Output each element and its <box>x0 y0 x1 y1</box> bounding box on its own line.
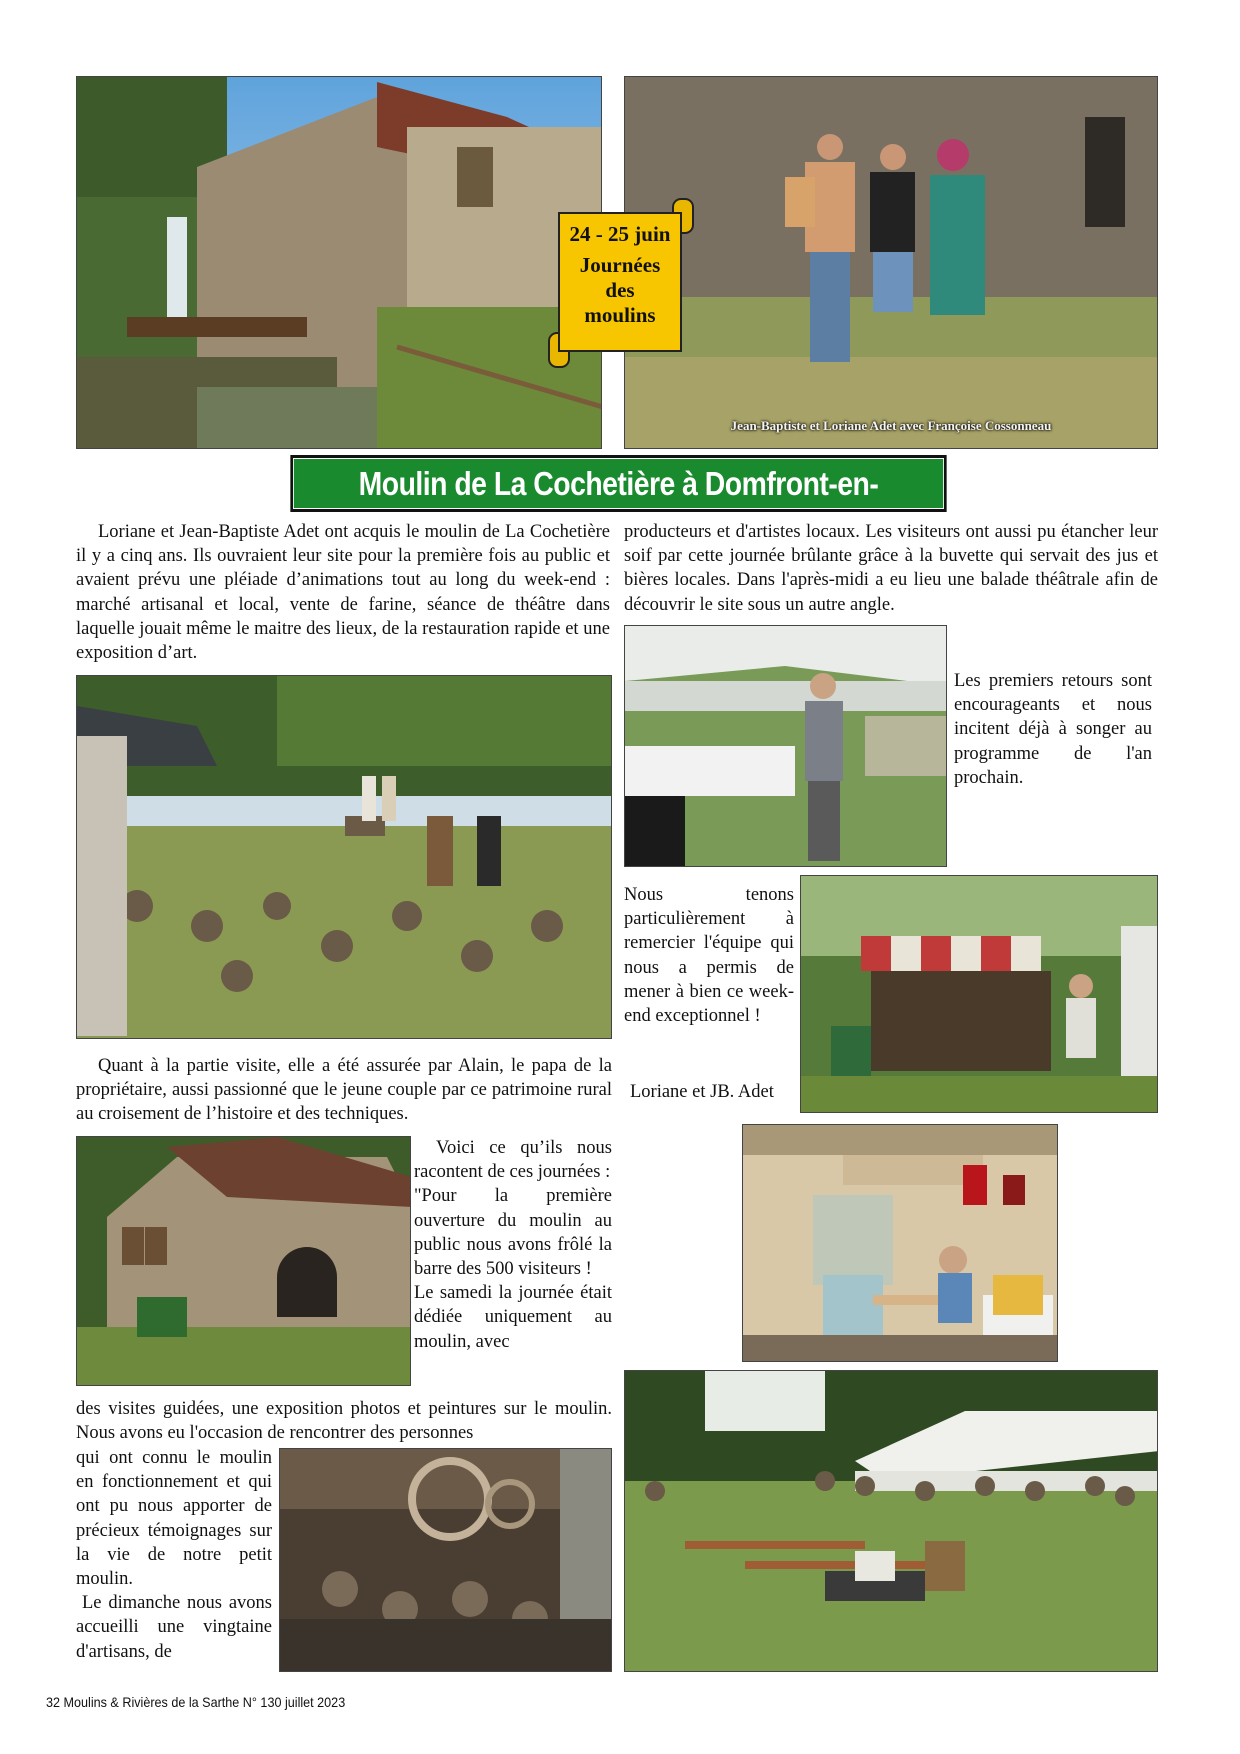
col1-paragraph-1: Loriane et Jean-Baptiste Adet ont acquis le moulin de La Cochetière il y a cinq ans. Ils ouvraient leur site pour la première fois au public et avaient prévu une pléiade d’animations tout au long du week-end : marché artisanal et local, vente de farine, séance de théâtre dans laquelle jouait même le maitre des lieux, de la restauration rapide et une exposition d’art. <box>76 522 610 664</box>
mill-house-photo-icon <box>77 1137 411 1386</box>
col2-paragraph-1: producteurs et d'artistes locaux. Les visiteurs ont aussi pu étancher leur soif par cette journée brûlante grâce à la buvette qui servait des jus et bières locales. Dans l'après-midi a eu lieu une balade théâtrale afin de découvrir le site sous un autre angle. <box>624 522 1158 615</box>
journees-banner <box>548 198 698 366</box>
banner-line1: Journées <box>579 253 661 277</box>
interior-room-photo-icon <box>743 1125 1058 1362</box>
mill-house-photo <box>76 1136 411 1386</box>
mill-gears-photo-icon <box>280 1449 612 1672</box>
garden-party-photo-icon <box>625 1371 1158 1672</box>
col1-quote-intro <box>414 1136 612 1354</box>
market-stall-photo-icon <box>801 876 1158 1113</box>
owners-portrait-photo-icon <box>625 77 1158 449</box>
garden-party-photo <box>624 1370 1158 1672</box>
mill-exterior-photo <box>76 76 602 449</box>
col1-paragraph-5 <box>76 1446 272 1664</box>
exhibit-tent-photo <box>624 625 947 867</box>
col1-paragraph-2: Quant à la partie visite, elle a été assurée par Alain, le papa de la propriétaire, aussi passionné que le jeune couple par ce patrimoine rural au croisement de l’histoire et des techniques. <box>76 1056 612 1125</box>
mill-waterfall-photo-icon <box>77 77 602 449</box>
interior-room-photo <box>742 1124 1058 1362</box>
exhibit-tent-photo-icon <box>625 626 947 867</box>
banner-line2: des <box>605 278 635 302</box>
signature: Loriane et JB. Adet <box>630 1082 774 1102</box>
owners-photo <box>624 76 1158 449</box>
col1-quote-lead: Voici ce qu’ils nous racontent de ces journées : <box>414 1138 612 1183</box>
col1-quote-visitors: "Pour la première ouverture du moulin au public nous avons frôlé la barre des 500 visiteurs ! <box>414 1186 612 1280</box>
col2-paragraph-3: Nous tenons particulièrement à remercier l'équipe qui nous a permis de mener à bien ce week-end exceptionnel ! <box>624 885 794 1027</box>
col1-paragraph-4: des visites guidées, une exposition photos et peintures sur le moulin. Nous avons eu l'occasion de rencontrer des personnes <box>76 1399 612 1444</box>
banner-line3: moulins <box>584 303 656 327</box>
market-stall-photo <box>800 875 1158 1113</box>
mill-mechanism-photo <box>279 1448 612 1672</box>
col1-sunday: Le dimanche nous avons accueilli une vingtaine d'artisans, de <box>76 1593 272 1662</box>
page-footer: 32 Moulins & Rivières de la Sarthe N° 130 juillet 2023 <box>46 1694 346 1710</box>
theatre-audience-photo-icon <box>77 676 612 1039</box>
col1-quote-saturday: Le samedi la journée était dédiée uniquement au moulin, avec <box>414 1283 612 1352</box>
article-title: Moulin de La Cochetière à Domfront-en-Champagne <box>290 455 946 512</box>
banner-date: 24 - 25 juin <box>569 222 671 246</box>
col1-testimonies: qui ont connu le moulin en fonctionnement et qui ont pu nous apporter de précieux témoignages sur la vie de notre petit moulin. <box>76 1448 272 1590</box>
banner-body <box>558 212 682 352</box>
theatre-photo <box>76 675 612 1039</box>
col2-paragraph-2: Les premiers retours sont encourageants et nous incitent déjà à songer au programme de l'an prochain. <box>954 671 1152 788</box>
owners-photo-caption: Jean-Baptiste et Loriane Adet avec Françoise Cossonneau <box>730 418 1052 433</box>
